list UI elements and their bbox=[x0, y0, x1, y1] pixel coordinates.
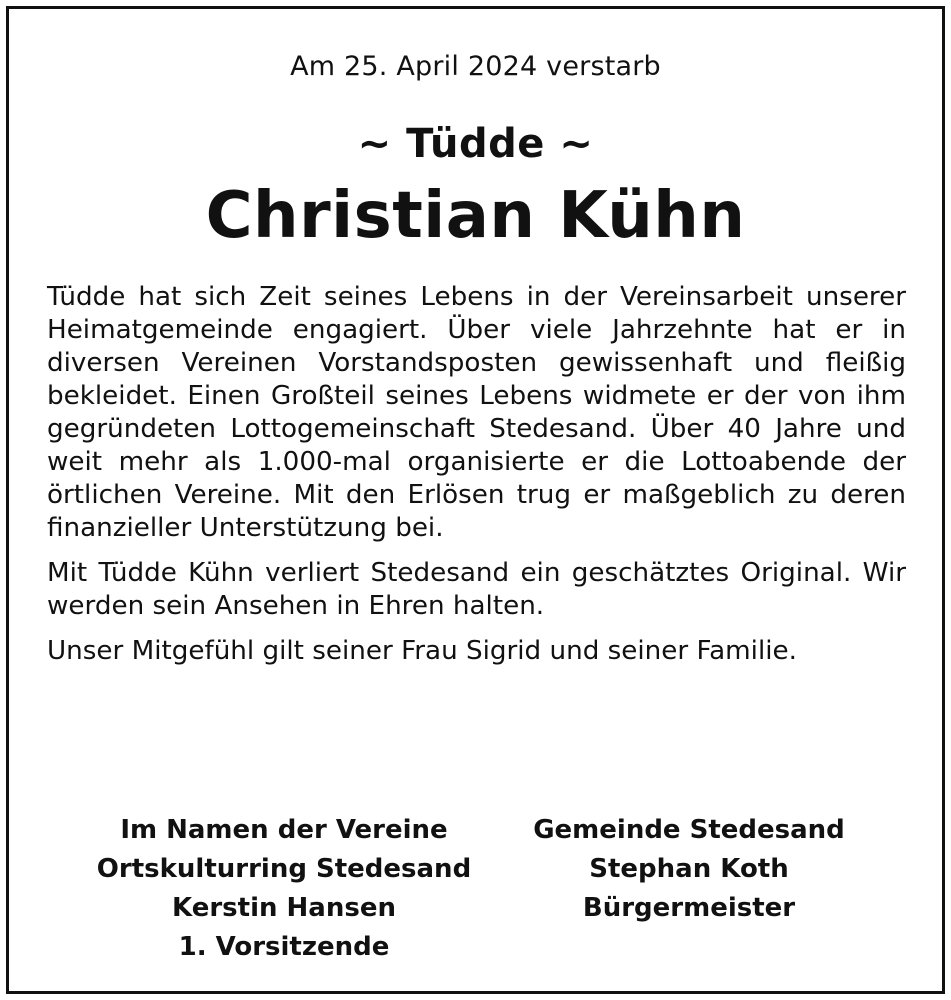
signature-line: Kerstin Hansen bbox=[172, 893, 396, 923]
notice-body bbox=[47, 281, 906, 680]
signature-line: 1. Vorsitzende bbox=[178, 932, 390, 962]
deceased-name: Christian Kühn bbox=[205, 179, 746, 253]
paragraph-remembrance: Mit Tüdde Kühn verliert Stedesand ein geschätztes Original. Wir werden sein Ansehen in Ehren halten. bbox=[47, 558, 906, 621]
nickname: ~ Tüdde ~ bbox=[357, 121, 594, 167]
paragraph-tribute: Tüdde hat sich Zeit seines Lebens in der Vereinsarbeit unserer Heimatgemeinde engagiert. Über viele Jahrzehnte hat er in diversen Vereinen Vorstandsposten gewissenhaft und fleißig bekleidet. Einen Großteil seines Lebens widmete er der von ihm gegründeten Lottogemeinschaft Stedesand. Über 40 Jahre und weit mehr als 1.000-mal organisierte er die Lottoabende der örtlichen Vereine. Mit den Erlösen trug er maßgeblich zu deren finanzieller Unterstützung bei. bbox=[47, 282, 906, 543]
paragraph-condolence: Unser Mitgefühl gilt seiner Frau Sigrid und seiner Familie. bbox=[47, 636, 797, 666]
signature-associations bbox=[69, 811, 499, 967]
announcement-line: Am 25. April 2024 verstarb bbox=[290, 51, 661, 82]
signature-line: Gemeinde Stedesand bbox=[533, 815, 845, 845]
obituary-notice bbox=[6, 6, 945, 994]
signature-line: Im Namen der Vereine bbox=[120, 815, 448, 845]
signature-line: Ortskulturring Stedesand bbox=[96, 854, 472, 884]
signature-municipality bbox=[509, 811, 869, 928]
signature-line: Stephan Koth bbox=[589, 854, 789, 884]
signature-line: Bürgermeister bbox=[582, 893, 796, 923]
